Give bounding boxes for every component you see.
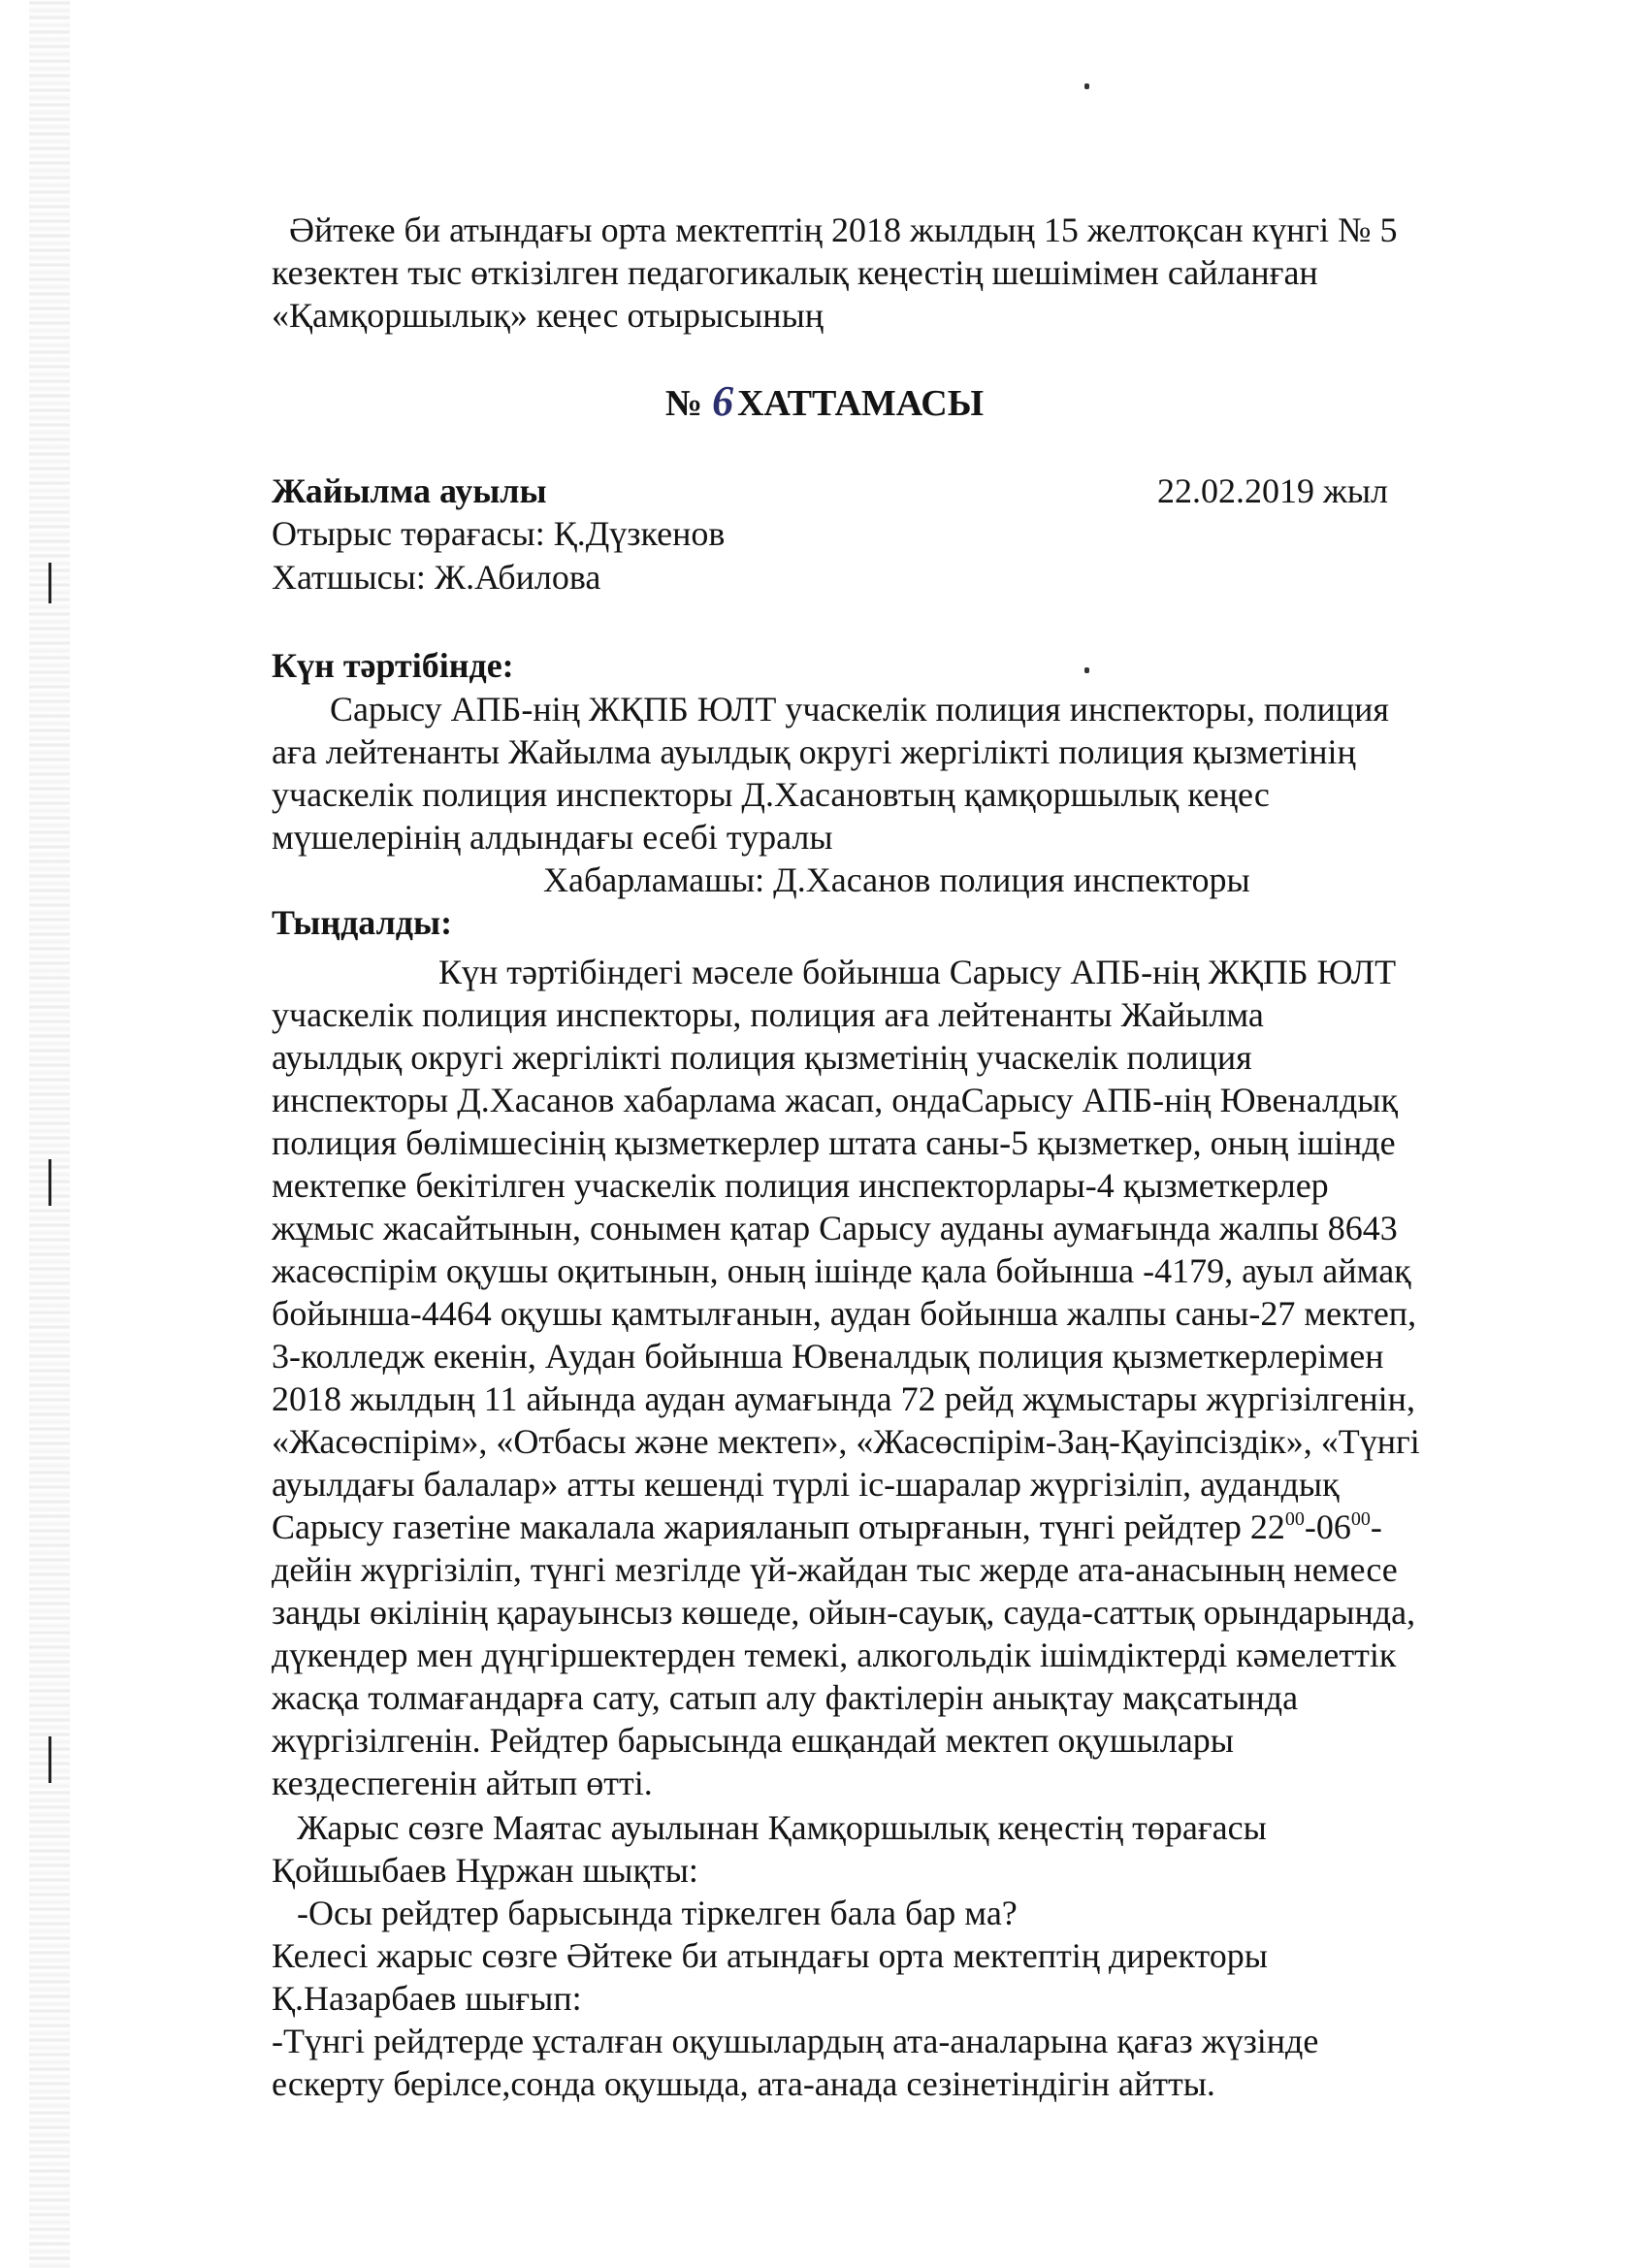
heard-line: 3-колледж екенін, Аудан бойынша Ювеналдық полиция қызметкерлерімен: [272, 1337, 1384, 1376]
heard-line: «Жасөспірім», «Отбасы және мектеп», «Жасөспірім-Заң-Қауіпсіздік», «Түнгі: [272, 1422, 1420, 1461]
heard-line: жүргізілгенін. Рейдтер барысында ешқандай мектеп оқушылары: [272, 1721, 1234, 1760]
debate-line: -Осы рейдтер барысында тіркелген бала бар ма?: [297, 1894, 1018, 1932]
header-line-1: Әйтеке би атындағы орта мектептің 2018 жылдың 15 желтоқсан күнгі № 5: [289, 211, 1398, 249]
heard-line: дейін жүргізіліп, түнгі мезгілде үй-жайдан тыс жерде ата-анасының немесе: [272, 1550, 1398, 1589]
chair-line: Отырыс төрағасы: Қ.Дүзкенов: [272, 514, 726, 553]
title-prefix: №: [664, 383, 703, 424]
edge-mark: [48, 1159, 51, 1206]
scan-speck: [1084, 667, 1089, 673]
village-name: Жайылма ауылы: [272, 471, 547, 510]
agenda-line: аға лейтенанты Жайылма ауылдық округі жергілікті полиция қызметінің: [272, 732, 1356, 771]
heard-line: мектепке бекітілген учаскелік полиция инспекторлары-4 қызметкерлер: [272, 1166, 1329, 1205]
meeting-date: 22.02.2019 жыл: [1157, 471, 1389, 510]
heard-line: дүкендер мен дүңгіршектерден темекі, алкогольдік ішімдіктерді кәмелеттік: [272, 1636, 1397, 1674]
edge-mark: [48, 563, 51, 603]
debate-line: ескерту берілсе,сонда оқушыда, ата-анада сезінетіндігін айтты.: [272, 2064, 1215, 2103]
heard-line: жасөспірім оқушы оқитынын, оның ішінде қала бойынша -4179, ауыл аймақ: [272, 1251, 1411, 1290]
debate-line: -Түнгі рейдтерде ұсталған оқушылардың ата-аналарына қағаз жүзінде: [272, 2022, 1319, 2060]
heard-line: кездеспегенін айтып өтті.: [272, 1764, 653, 1802]
agenda-line: учаскелік полиция инспекторы Д.Хасановтың қамқоршылық кеңес: [272, 775, 1270, 814]
heard-line: учаскелік полиция инспекторы, полиция аға лейтенанты Жайылма: [272, 995, 1264, 1034]
heard-line: бойынша-4464 оқушы қамтылғанын, аудан бойынша жалпы саны-27 мектеп,: [272, 1294, 1417, 1333]
header-line-3: «Қамқоршылық» кеңес отырысының: [272, 296, 824, 335]
heard-raid-line: [272, 1506, 1382, 1548]
heard-line: ауылдық округі жергілікті полиция қызметінің учаскелік полиция: [272, 1038, 1252, 1077]
heard-heading: Тыңдалды:: [272, 903, 453, 942]
handwritten-number: 6: [712, 377, 734, 425]
raid-text-after: -: [1370, 1507, 1382, 1546]
secretary-line: Хатшысы: Ж.Абилова: [272, 558, 601, 597]
speaker-line: Хабарламашы: Д.Хасанов полиция инспекторы: [543, 860, 1250, 899]
agenda-heading: Күн тәртібінде:: [272, 646, 514, 685]
raid-text-before: Сарысу газетіне макалала жарияланып отырғанын, түнгі рейдтер 22: [272, 1507, 1285, 1546]
heard-line: полиция бөлімшесінің қызметкерлер штата саны-5 қызметкер, оның ішінде: [272, 1123, 1396, 1162]
edge-mark: [48, 1736, 51, 1783]
scan-edge-noise: [29, 0, 70, 2268]
agenda-line: мүшелерінің алдындағы есебі туралы: [272, 818, 833, 857]
heard-line: заңды өкілінің қарауынсыз көшеде, ойын-сауық, сауда-саттық орындарында,: [272, 1593, 1416, 1632]
debate-line: Қойшыбаев Нұржан шықты:: [272, 1851, 698, 1890]
heard-line: 2018 жылдың 11 айында аудан аумағында 72 рейд жұмыстары жүргізілгенін,: [272, 1379, 1415, 1418]
raid-sup-2: 00: [1350, 1508, 1371, 1530]
heard-line: жасқа толмағандарға сату, сатып алу фактілерін анықтау мақсатында: [272, 1678, 1299, 1717]
title-word: ХАТТАМАСЫ: [737, 383, 985, 424]
debate-line: Жарыс сөзге Маятас ауылынан Қамқоршылық кеңестің төрағасы: [297, 1808, 1267, 1847]
document-title: [0, 376, 1649, 426]
header-line-2: кезектен тыс өткізілген педагогикалық кеңестің шешімімен сайланған: [272, 253, 1318, 292]
heard-line: инспекторы Д.Хасанов хабарлама жасап, ондаСарысу АПБ-нің Ювеналдық: [272, 1081, 1398, 1119]
debate-line: Келесі жарыс сөзге Әйтеке би атындағы орта мектептің директоры: [272, 1936, 1268, 1975]
agenda-line: Сарысу АПБ-нің ЖҚПБ ЮЛТ учаскелік полиция инспекторы, полиция: [330, 690, 1389, 729]
debate-line: Қ.Назарбаев шығып:: [272, 1979, 582, 2018]
heard-line: Күн тәртібіндегі мәселе бойынша Сарысу АПБ-нің ЖҚПБ ЮЛТ: [438, 953, 1397, 991]
scan-speck: [1084, 83, 1089, 89]
heard-line: жұмыс жасайтынын, сонымен қатар Сарысу ауданы аумағында жалпы 8643: [272, 1209, 1398, 1247]
raid-text-mid: -06: [1304, 1507, 1351, 1546]
heard-line: ауылдағы балалар» атты кешенді түрлі іс-шаралар жүргізіліп, аудандық: [272, 1465, 1340, 1504]
raid-sup-1: 00: [1284, 1508, 1305, 1530]
